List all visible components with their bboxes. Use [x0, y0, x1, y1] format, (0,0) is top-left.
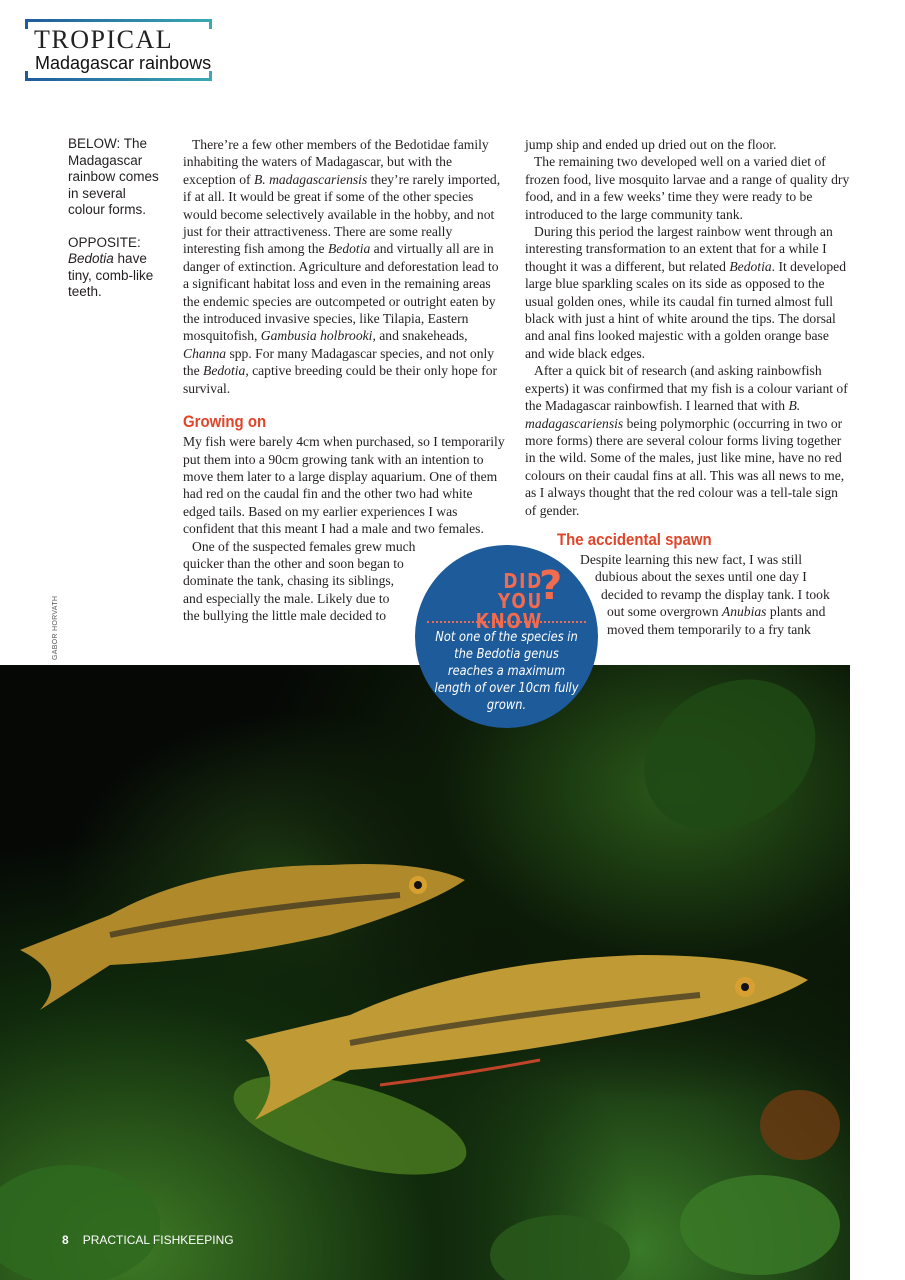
- paragraph: There’re a few other members of the Bedotidae family inhabiting the waters of Madagascar, but with the exception of B. madagascariensis they’re rarely imported, if at all. It would be great if some of the other species would become selectively available in the hobby, and not just for their attractiveness. There are some really interesting fish among the Bedotia and virtually all are in danger of extinction. Agriculture and deforestation lead to a significant habitat loss and even in the remaining areas the endemic species are outcompeted or outright eaten by the introduced invasive species, like Tilapia, Eastern mosquitofish, Gambusia holbrooki, and snakeheads, Channa spp. For many Madagascar species, and not only the Bedotia, captive breeding could be their only hope for survival.: [183, 137, 501, 396]
- page-footer: [62, 1233, 234, 1247]
- subheading-growing-on: Growing on: [183, 412, 267, 432]
- paragraph: After a quick bit of research (and asking rainbowfish experts) it was confirmed that my fish is a colour variant of the Madagascar rainbowfish. I learned that with B. madagascariensis being polymorphic (occurring in two or more forms) there are several colour forms living together in the wild. Some of the males, just like mine, have no red colours on their caudal fins at all. This was all news to me, as I always thought that the red colour was a tell-tale sign of gender.: [525, 363, 848, 518]
- fish-upper: [20, 864, 465, 1010]
- paragraph-wrapped: One of the suspected females grew much quicker than the other and soon began to dominate the tank, chasing its siblings, and especially the male. Likely due to the bullying the little male decided to: [183, 538, 416, 624]
- question-mark-icon: ?: [539, 563, 563, 609]
- article-column-2: [525, 136, 851, 638]
- section-title: TROPICAL: [34, 25, 174, 54]
- section-header: [25, 19, 212, 81]
- did-you-know-callout: [415, 545, 598, 728]
- dotted-divider: [427, 621, 586, 623]
- paragraph-wrapped: Despite learning this new fact, I was still dubious about the sexes until one day I decided to revamp the display tank. I took out some overgrown Anubias plants and moved them temporarily to a fry tank: [580, 551, 830, 637]
- callout-heading: DID YOU KNOW: [475, 569, 543, 633]
- callout-text: Not one of the species in the Bedotia genus reaches a maximum length of over 10cm fully grown.: [434, 630, 579, 713]
- paragraph: jump ship and ended up dried out on the floor.: [525, 137, 777, 152]
- caption-opposite: OPPOSITE: Bedotia have tiny, comb-like teeth.: [68, 234, 154, 299]
- photo-credit: GABOR HORVATH: [52, 595, 59, 660]
- subheading-accidental-spawn: The accidental spawn: [557, 529, 712, 549]
- magazine-name: PRACTICAL FISHKEEPING: [82, 1233, 234, 1247]
- fish-photo: [0, 665, 850, 1280]
- photo-captions: [68, 136, 163, 317]
- paragraph: During this period the largest rainbow went through an interesting transformation to an extent that for a while I thought it was a different, but related Bedotia. It developed large blue sparkling scales on its side as opposed to the usual golden ones, while its caudal fin turned almost full black with just a hint of white around the tips. The dorsal and anal fins looked majestic with a golden orange base and wide black edges.: [525, 224, 847, 361]
- article-column-1: [183, 136, 507, 625]
- caption-below: BELOW: The Madagascar rainbow comes in several colour forms.: [68, 136, 159, 217]
- paragraph: My fish were barely 4cm when purchased, so I temporarily put them into a 90cm growing tank with an intention to move them later to a large display aquarium. One of them had red on the caudal fin and the other two had white edged tails. Based on my earlier experiences I was confident that this meant I had a male and two females.: [183, 434, 505, 537]
- paragraph: The remaining two developed well on a varied diet of frozen food, live mosquito larvae and a range of quality dry food, and in a few weeks’ time they were ready to be introduced to the large community tank.: [525, 154, 850, 222]
- section-subtitle: Madagascar rainbows: [35, 53, 212, 73]
- page-number: 8: [62, 1233, 69, 1247]
